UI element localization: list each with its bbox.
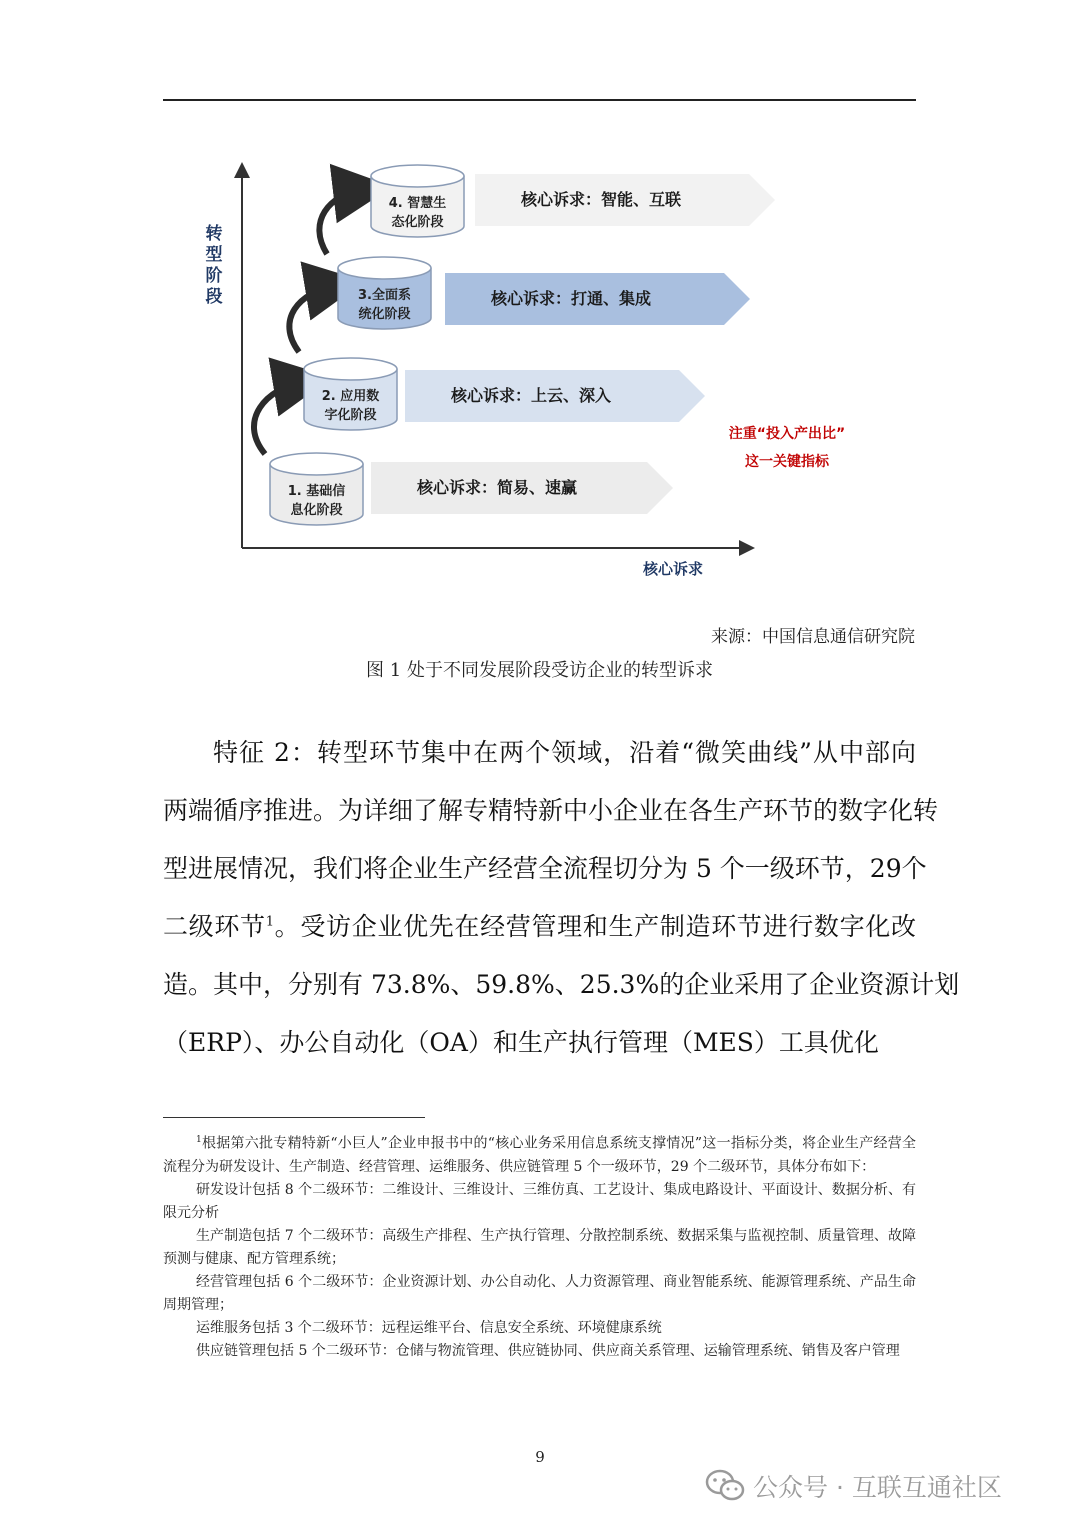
stage-figure <box>195 160 846 600</box>
footnote-item-production: 生产制造包括 7 个二级环节：高级生产排程、生产执行管理、分散控制系统、数据采集与监视控制、质量管理、故障预测与健康、配方管理系统； <box>163 1227 916 1267</box>
x-axis-label: 核心诉求 <box>643 560 704 578</box>
footnote-item-management: 经营管理包括 6 个二级环节：企业资源计划、办公自动化、人力资源管理、商业智能系统、能源管理系统、产品生命周期管理； <box>163 1273 916 1313</box>
watermark-text: 公众号 · 互联互通社区 <box>753 1473 1002 1502</box>
stage-1-demand-band <box>371 462 673 514</box>
stage-3-line1: 3.全面系 <box>358 288 411 303</box>
footnote-rule <box>163 1117 425 1118</box>
page-number: 9 <box>535 1448 545 1466</box>
curved-arrow-1 <box>254 382 303 454</box>
stage-4-demand: 核心诉求：智能、互联 <box>521 190 682 209</box>
body-line-1: 特征 2：转型环节集中在两个领域，沿着“微笑曲线”从中部向 <box>213 738 916 767</box>
roi-note-line2: 这一关键指标 <box>745 454 829 470</box>
footnote-item-supply-chain: 供应链管理包括 5 个二级环节：仓储与物流管理、供应链协同、供应商关系管理、运输管理系统、销售及客户管理 <box>196 1342 900 1359</box>
footnotes <box>163 1129 916 1363</box>
stage-3-demand: 核心诉求：打通、集成 <box>491 289 652 308</box>
stage-1-line1: 1. 基础信 <box>287 484 346 499</box>
curved-arrow-3 <box>319 190 363 254</box>
stage-2-demand: 核心诉求：上云、深入 <box>451 386 612 405</box>
stage-3-line2: 统化阶段 <box>358 307 411 322</box>
figure-source: 来源：中国信息通信研究院 <box>711 627 915 647</box>
stage-4-line2: 态化阶段 <box>391 215 444 230</box>
footnote-ref[interactable]: 1 <box>265 914 274 930</box>
stage-2-line1: 2. 应用数 <box>321 389 380 404</box>
footnote-intro: $^1$根据第六批专精特新“小巨人”企业申报书中的“核心业务采用信息系统支撑情况”这一指标分类，将企业生产经营全流程分为研发设计、生产制造、经营管理、运维服务、供应链管理 5 个一级环节，29 个二级环节，具体分布如下： <box>163 1135 916 1175</box>
footnote-item-ops: 运维服务包括 3 个二级环节：远程运维平台、信息安全系统、环境健康系统 <box>196 1319 662 1336</box>
footnote-item-rd: 研发设计包括 8 个二级环节：二维设计、三维设计、三维仿真、工艺设计、集成电路设计、平面设计、数据分析、有限元分析 <box>163 1181 916 1221</box>
y-axis-label: 转 型 阶 段 <box>205 224 223 307</box>
stage-3-demand-band <box>445 273 750 325</box>
stage-2-demand-band <box>405 370 705 422</box>
figure-caption: 图 1 处于不同发展阶段受访企业的转型诉求 <box>366 660 713 681</box>
wechat-icon <box>705 1469 745 1503</box>
header-rule <box>163 99 916 101</box>
body-line-5: 造。其中，分别有 73.8%、59.8%、25.3%的企业采用了企业资源计划 <box>163 970 960 999</box>
body-paragraph <box>163 724 960 1072</box>
body-line-6: （ERP）、办公自动化（OA）和生产执行管理（MES）工具优化 <box>163 1028 879 1057</box>
watermark <box>705 1466 1002 1506</box>
roi-note <box>707 420 867 476</box>
stage-1-demand: 核心诉求：简易、速赢 <box>417 478 578 497</box>
stage-3-cylinder <box>336 256 433 331</box>
stage-1-cylinder <box>268 452 365 527</box>
curved-arrow-2 <box>289 286 335 352</box>
stage-1-line2: 息化阶段 <box>290 503 343 518</box>
body-line-4: 二级环节$^1$。受访企业优先在经营管理和生产制造环节进行数字化改 <box>163 912 916 941</box>
body-line-3: 型进展情况，我们将企业生产经营全流程切分为 5 个一级环节，29个 <box>163 854 927 883</box>
stage-2-line2: 字化阶段 <box>324 408 377 423</box>
stage-4-line1: 4. 智慧生 <box>388 196 447 211</box>
roi-note-line1: 注重“投入产出比” <box>728 426 846 442</box>
stage-4-cylinder <box>369 164 466 239</box>
body-line-2: 两端循序推进。为详细了解专精特新中小企业在各生产环节的数字化转 <box>163 796 939 825</box>
stage-4-demand-band <box>475 174 775 226</box>
stage-2-cylinder <box>302 357 399 432</box>
